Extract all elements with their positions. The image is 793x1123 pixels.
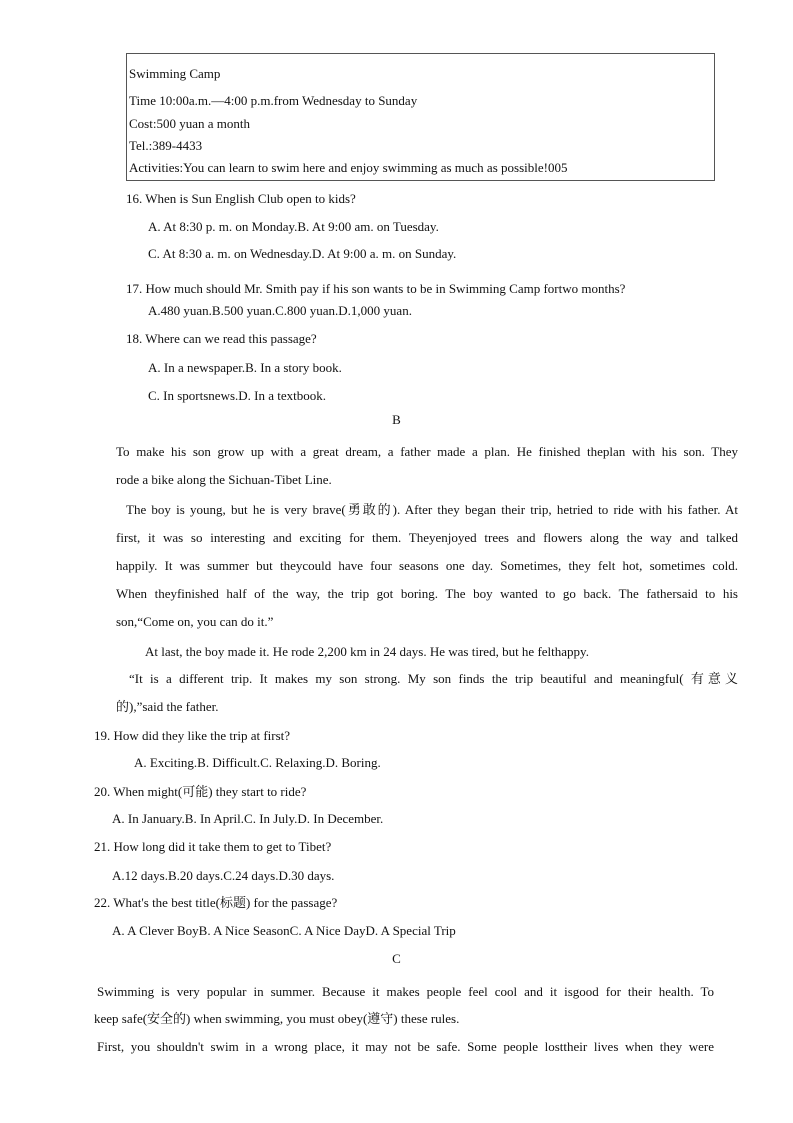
passage-b-line: son,“Come on, you can do it.” xyxy=(116,614,274,629)
passage-b-line: first, it was so interesting and exciting for them. Theyenjoyed trees and flowers along the way and talked xyxy=(116,530,738,545)
passage-c-line: First, you shouldn't swim in a wrong place, it may not be safe. Some people losttheir lives when they were xyxy=(97,1039,714,1054)
passage-b-line: When theyfinished half of the way, the trip got boring. The boy wanted to go back. The fathersaid to his xyxy=(116,586,738,601)
camp-cost: Cost:500 yuan a month xyxy=(129,116,250,131)
passage-b-line: “It is a different trip. It makes my son strong. My son finds the trip beautiful and meaningful( 有意义 xyxy=(129,671,738,686)
question-21: 21. How long did it take them to get to Tibet? xyxy=(94,839,332,854)
passage-b-line: happily. It was summer but theycould have four seasons one day. Sometimes, they felt hot, sometimes cold. xyxy=(116,558,738,573)
passage-c-line: keep safe(安全的) when swimming, you must obey(遵守) these rules. xyxy=(94,1011,460,1026)
passage-b-line: The boy is young, but he is very brave(勇敢的). After they began their trip, hetried to ride with his father. At xyxy=(126,502,738,517)
passage-c-line: Swimming is very popular in summer. Because it makes people feel cool and it isgood for their health. To xyxy=(97,984,714,999)
question-18-options-line-1: A. In a newspaper.B. In a story book. xyxy=(148,360,342,375)
passage-b-line: To make his son grow up with a great dream, a father made a plan. He finished theplan with his son. They xyxy=(116,444,738,459)
question-17: 17. How much should Mr. Smith pay if his son wants to be in Swimming Camp fortwo months? xyxy=(126,281,626,296)
question-22-options: A. A Clever BoyB. A Nice SeasonC. A Nice DayD. A Special Trip xyxy=(112,923,456,938)
camp-tel: Tel.:389-4433 xyxy=(129,138,203,153)
question-20: 20. When might(可能) they start to ride? xyxy=(94,784,307,799)
question-22: 22. What's the best title(标题) for the passage? xyxy=(94,895,338,910)
question-18-options-line-2: C. In sportsnews.D. In a textbook. xyxy=(148,388,327,403)
question-18: 18. Where can we read this passage? xyxy=(126,331,317,346)
passage-b-line: At last, the boy made it. He rode 2,200 km in 24 days. He was tired, but he felthappy. xyxy=(145,644,589,659)
camp-time: Time 10:00a.m.—4:00 p.m.from Wednesday to Sunday xyxy=(129,93,418,108)
question-16-options-line-2: C. At 8:30 a. m. on Wednesday.D. At 9:00 a. m. on Sunday. xyxy=(148,246,457,261)
swimming-camp-box xyxy=(126,53,715,181)
section-c-heading: C xyxy=(392,951,401,966)
question-19-options: A. Exciting.B. Difficult.C. Relaxing.D. Boring. xyxy=(134,755,381,770)
passage-b-line: 的),”said the father. xyxy=(116,699,219,714)
question-16-options-line-1: A. At 8:30 p. m. on Monday.B. At 9:00 am. on Tuesday. xyxy=(148,219,439,234)
passage-b-line: rode a bike along the Sichuan-Tibet Line. xyxy=(116,472,332,487)
question-17-options: A.480 yuan.B.500 yuan.C.800 yuan.D.1,000 yuan. xyxy=(148,303,412,318)
camp-activities: Activities:You can learn to swim here and enjoy swimming as much as possible!005 xyxy=(129,160,568,175)
question-20-options: A. In January.B. In April.C. In July.D. In December. xyxy=(112,811,384,826)
question-19: 19. How did they like the trip at first? xyxy=(94,728,291,743)
question-16: 16. When is Sun English Club open to kids? xyxy=(126,191,356,206)
camp-title: Swimming Camp xyxy=(129,66,221,81)
section-b-heading: B xyxy=(392,412,401,427)
question-21-options: A.12 days.B.20 days.C.24 days.D.30 days. xyxy=(112,868,335,883)
